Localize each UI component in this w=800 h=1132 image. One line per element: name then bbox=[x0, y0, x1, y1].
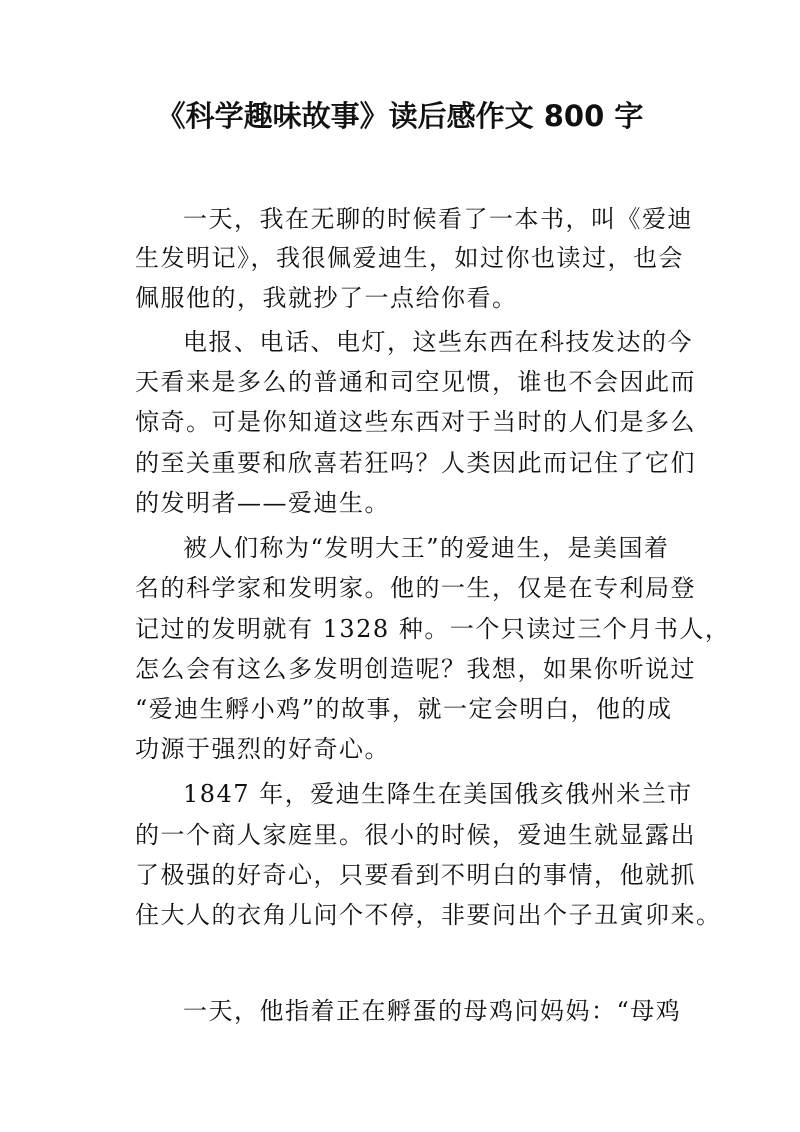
text-line: 电报、电话、电灯，这些东西在科技发达的今 bbox=[183, 328, 693, 356]
text-line: 记过的发明就有 1328 种。一个只读过三个月书人， bbox=[135, 615, 731, 643]
text-line: 1847 年，爱迪生降生在美国俄亥俄州米兰市 bbox=[183, 780, 693, 808]
text-line: 一天，他指着正在孵蛋的母鸡问妈妈：“母鸡 bbox=[183, 997, 682, 1025]
document-title: 《科学趣味故事》读后感作文 800 字 bbox=[156, 99, 644, 133]
text-line: 佩服他的，我就抄了一点给你看。 bbox=[135, 284, 518, 312]
text-line: 的发明者——爱迪生。 bbox=[135, 489, 390, 517]
text-line: 了极强的好奇心，只要看到不明白的事情，他就抓 bbox=[135, 861, 696, 889]
text-line: 名的科学家和发明家。他的一生，仅是在专利局登 bbox=[135, 574, 696, 602]
text-line: 惊奇。可是你知道这些东西对于当时的人们是多么 bbox=[135, 408, 696, 436]
text-line: 功源于强烈的好奇心。 bbox=[135, 735, 390, 763]
text-line: 的至关重要和欣喜若狂吗？人类因此而记住了它们 bbox=[135, 449, 696, 477]
text-line: 被人们称为“发明大王”的爱迪生，是美国着 bbox=[183, 534, 670, 562]
text-line: 住大人的衣角儿问个不停，非要问出个子丑寅卯来。 bbox=[135, 901, 722, 929]
text-line: 天看来是多么的普通和司空见惯，谁也不会因此而 bbox=[135, 368, 696, 396]
text-line: 的一个商人家庭里。很小的时候，爱迪生就显露出 bbox=[135, 821, 696, 849]
text-line: 怎么会有这么多发明创造呢？我想，如果你听说过 bbox=[135, 655, 696, 683]
text-line: 生发明记》，我很佩爱迪生，如过你也读过，也会 bbox=[135, 244, 684, 272]
text-line: 一天，我在无聊的时候看了一本书，叫《爱迪 bbox=[183, 205, 693, 233]
text-line: “爱迪生孵小鸡”的故事，就一定会明白，他的成 bbox=[135, 695, 673, 723]
